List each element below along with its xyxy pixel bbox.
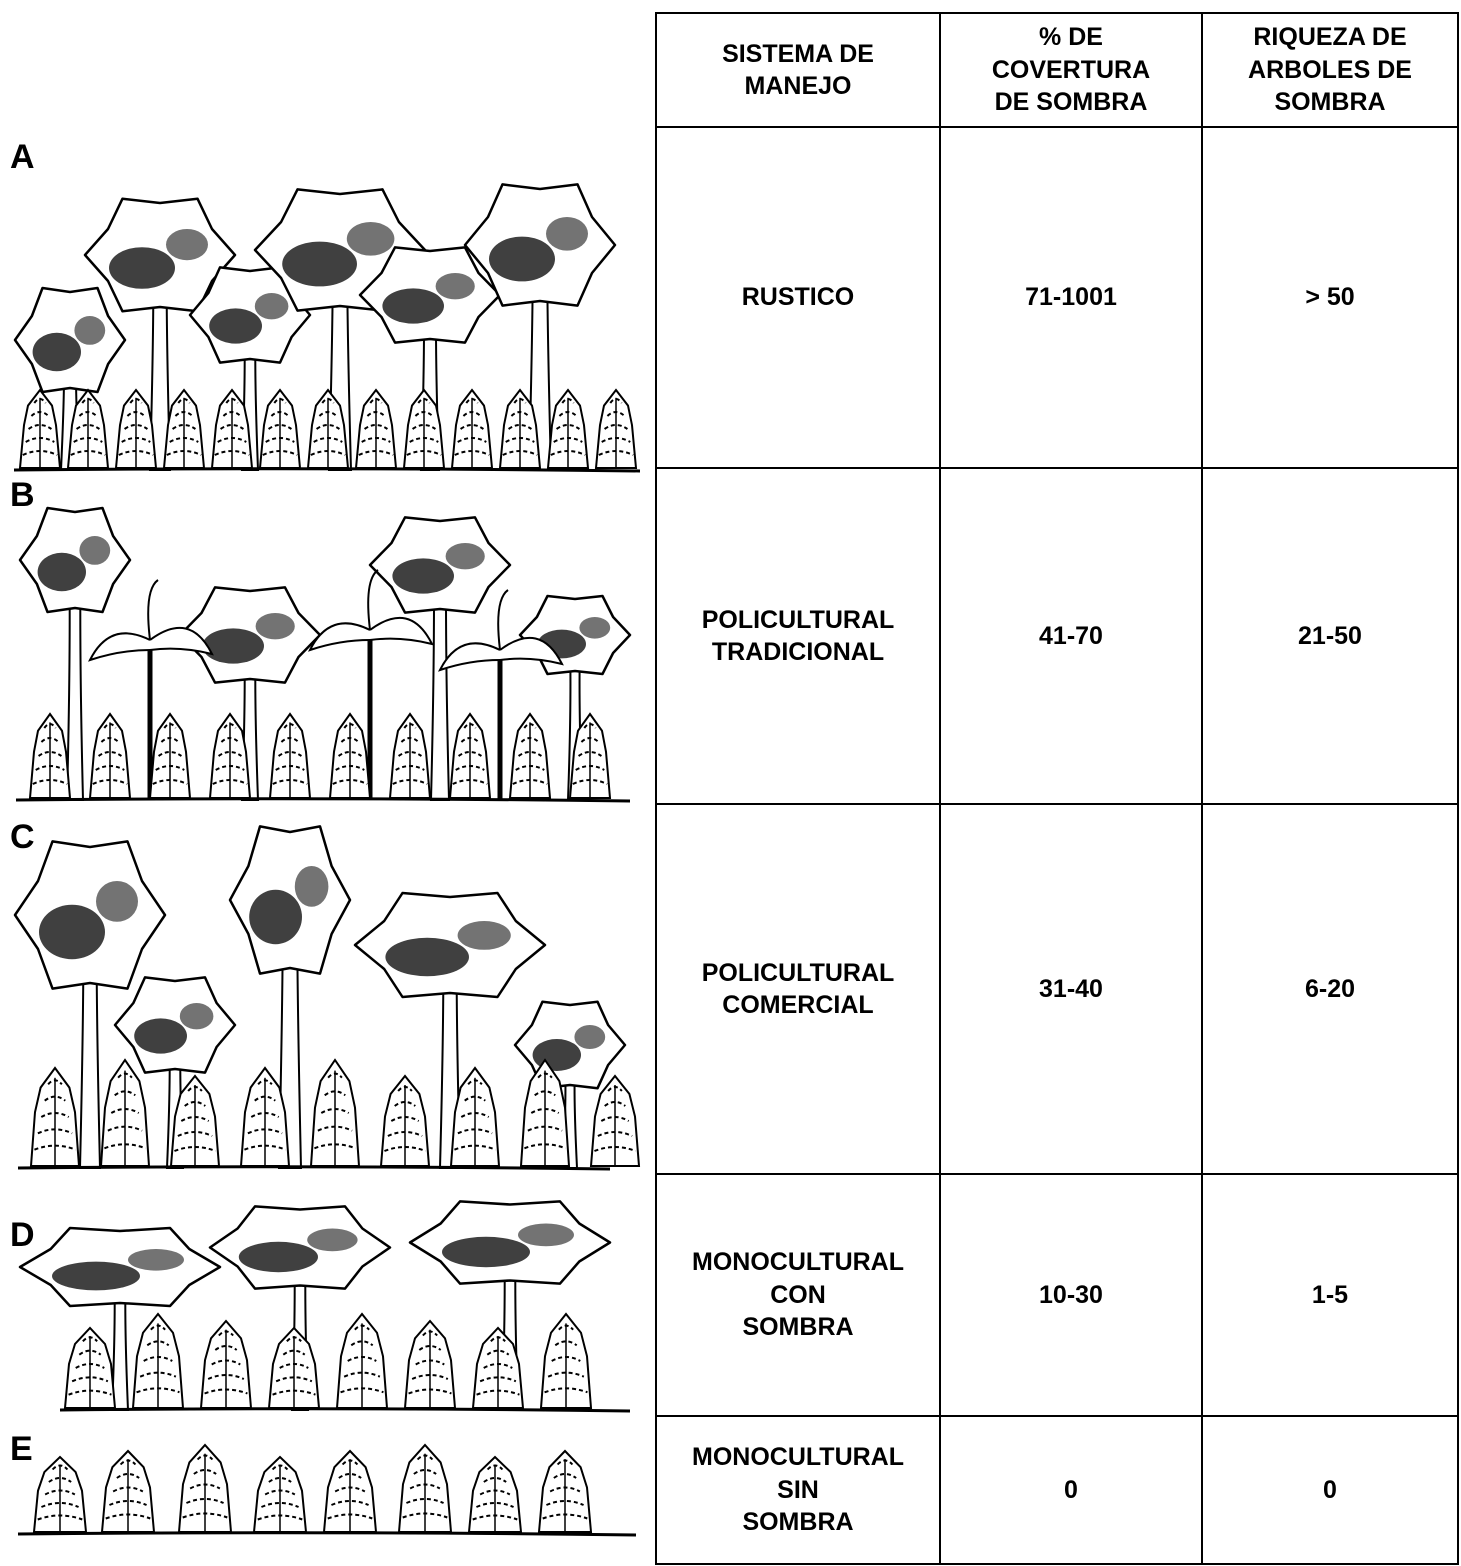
tree-richness-cell: 1-5	[1202, 1174, 1458, 1416]
coffee-shrub-icon	[30, 714, 70, 798]
system-name-cell: MONOCULTURAL SIN SOMBRA	[656, 1416, 940, 1564]
tree-richness-cell: 21-50	[1202, 468, 1458, 804]
table-row	[656, 127, 1458, 468]
coffee-shrub-icon	[260, 390, 300, 468]
coffee-shrub-icon	[591, 1076, 639, 1166]
coffee-shrub-icon	[469, 1457, 521, 1532]
illustration-column	[0, 0, 650, 1566]
shade-system-table	[655, 12, 1459, 1565]
coffee-shrub-icon	[31, 1068, 79, 1166]
shade-cover-cell: 71-1001	[940, 127, 1202, 468]
coffee-shrub-icon	[390, 714, 430, 798]
shade-cover-cell: 10-30	[940, 1174, 1202, 1416]
coffee-shrub-icon	[596, 390, 636, 468]
table-header-row	[656, 13, 1458, 127]
header-shade-tree-richness: RIQUEZA DE ARBOLES DE SOMBRA	[1202, 13, 1458, 127]
panel-c-commercial-polyculture	[15, 826, 639, 1169]
coffee-shrub-icon	[404, 390, 444, 468]
coffee-shrub-icon	[34, 1457, 86, 1532]
coffee-shrub-icon	[116, 390, 156, 468]
coffee-shrub-icon	[150, 714, 190, 798]
shade-systems-illustration	[0, 0, 650, 1566]
header-shade-cover: % DE COVERTURA DE SOMBRA	[940, 13, 1202, 127]
coffee-shrub-icon	[311, 1060, 359, 1166]
panel-d-shaded-monoculture	[20, 1201, 630, 1411]
tree-richness-cell: 0	[1202, 1416, 1458, 1564]
coffee-shrub-icon	[337, 1314, 387, 1408]
system-name-cell: POLICULTURAL COMERCIAL	[656, 804, 940, 1174]
tree-richness-cell: 6-20	[1202, 804, 1458, 1174]
panel-b-traditional-polyculture	[16, 508, 630, 801]
coffee-shrub-icon	[452, 390, 492, 468]
coffee-shrub-icon	[102, 1451, 154, 1532]
panel-e-unshaded-monoculture	[18, 1445, 636, 1535]
system-name-cell: MONOCULTURAL CON SOMBRA	[656, 1174, 940, 1416]
shade-cover-cell: 31-40	[940, 804, 1202, 1174]
header-management-system: SISTEMA DE MANEJO	[656, 13, 940, 127]
coffee-shrub-icon	[330, 714, 370, 798]
coffee-shrub-icon	[254, 1457, 306, 1532]
coffee-shrub-icon	[90, 714, 130, 798]
coffee-shrub-icon	[548, 390, 588, 468]
coffee-shrub-icon	[201, 1321, 251, 1408]
coffee-shrub-icon	[324, 1451, 376, 1532]
shade-tree-icon	[20, 1228, 220, 1410]
panel-letter-c: C	[10, 818, 35, 856]
system-name-cell: POLICULTURAL TRADICIONAL	[656, 468, 940, 804]
coffee-shrub-icon	[450, 714, 490, 798]
panel-letter-b: B	[10, 476, 35, 514]
panel-letter-d: D	[10, 1216, 35, 1254]
coffee-shrub-icon	[133, 1314, 183, 1408]
system-name-cell: RUSTICO	[656, 127, 940, 468]
coffee-shrub-icon	[179, 1445, 231, 1532]
coffee-shrub-icon	[101, 1060, 149, 1166]
coffee-shrub-icon	[356, 390, 396, 468]
coffee-shrub-icon	[269, 1328, 319, 1408]
shade-cover-cell: 0	[940, 1416, 1202, 1564]
table-row	[656, 1174, 1458, 1416]
coffee-shrub-icon	[381, 1076, 429, 1166]
coffee-shrub-icon	[541, 1314, 591, 1408]
coffee-shrub-icon	[270, 714, 310, 798]
panel-letter-e: E	[10, 1430, 33, 1468]
coffee-shrub-icon	[405, 1321, 455, 1408]
table-row	[656, 1416, 1458, 1564]
coffee-shrub-icon	[164, 390, 204, 468]
coffee-shrub-icon	[65, 1328, 115, 1408]
table-row	[656, 468, 1458, 804]
coffee-shrub-icon	[539, 1451, 591, 1532]
panel-a-rustic-forest	[14, 184, 640, 471]
coffee-shrub-icon	[510, 714, 550, 798]
coffee-shrub-icon	[20, 390, 60, 468]
table-row	[656, 804, 1458, 1174]
shade-cover-cell: 41-70	[940, 468, 1202, 804]
coffee-shrub-icon	[399, 1445, 451, 1532]
tree-richness-cell: > 50	[1202, 127, 1458, 468]
panel-letter-a: A	[10, 138, 35, 176]
